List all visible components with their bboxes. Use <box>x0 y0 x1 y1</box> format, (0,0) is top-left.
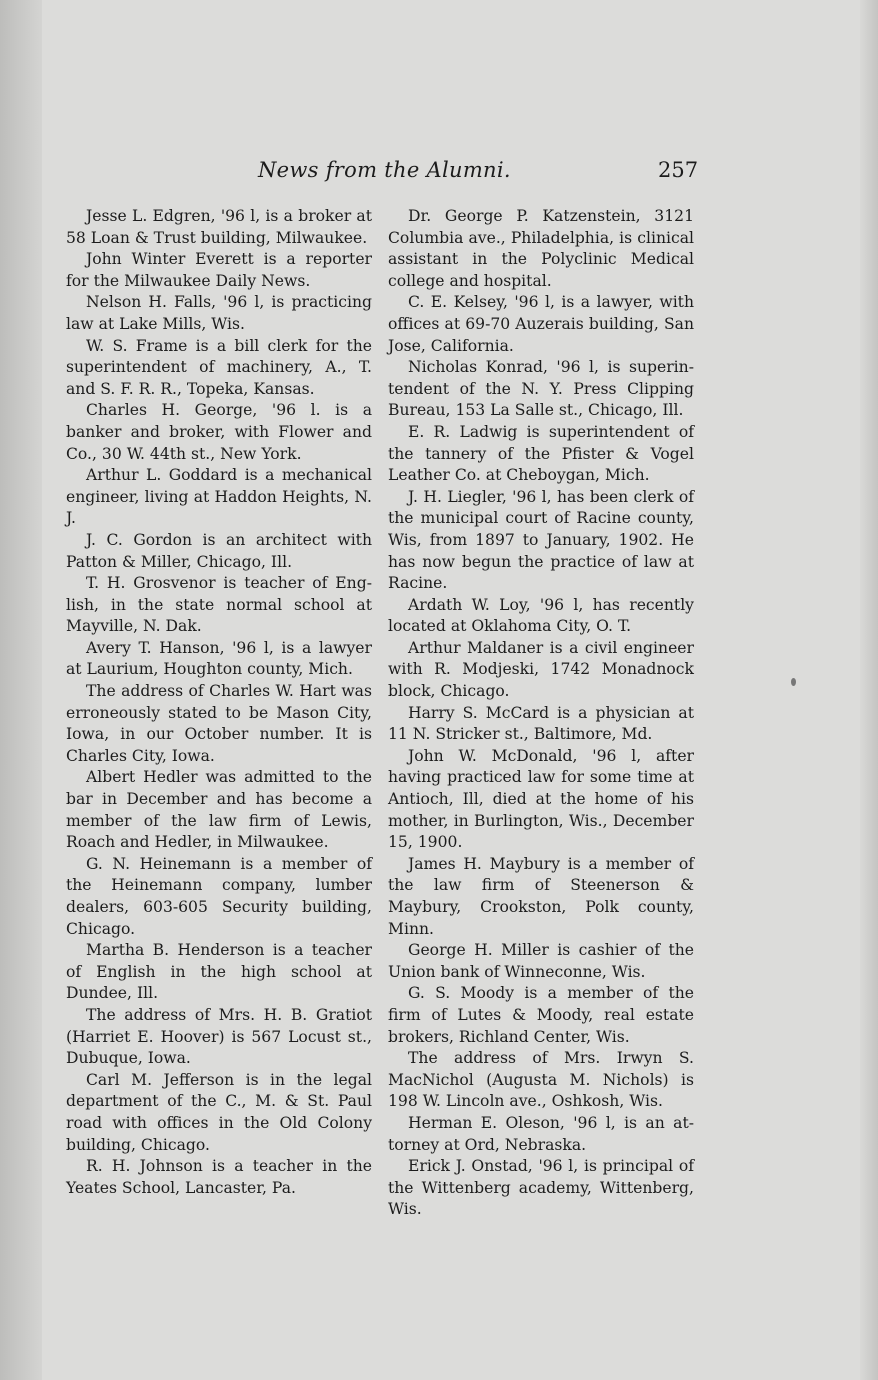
alumni-note: Nelson H. Falls, '96 l, is practicing law at Lake Mills, Wis. <box>66 293 372 333</box>
alumni-note: James H. Maybury is a member of the law firm of Steenerson & Maybury, Crookston, Polk county, Minn. <box>388 854 694 938</box>
alumni-note: J. H. Liegler, '96 l, has been clerk of the municipal court of Racine county, Wis, from 1897 to January, 1902. He has now begun the practice of law at Racine. <box>388 487 694 593</box>
alumni-note: Dr. George P. Katzenstein, 3121 Columbia ave., Philadelphia, is clinical assistant in the Polyclinic Medical college and hospital. <box>388 207 694 290</box>
alumni-note: Carl M. Jefferson is in the legal department of the C., M. & St. Paul road with offices in the Old Colony building, Chicago. <box>66 1070 372 1154</box>
alumni-note: W. S. Frame is a bill clerk for the superintendent of machinery, A., T. and S. F. R. R., Topeka, Kansas. <box>66 336 372 398</box>
running-title: News from the Alumni. <box>258 158 511 182</box>
alumni-note: Arthur L. Goddard is a mechanical engineer, living at Haddon Heights, N. J. <box>66 466 372 528</box>
alumni-note: Arthur Maldaner is a civil engineer with R. Modjeski, 1742 Monadnock block, Chicago. <box>388 638 694 701</box>
alumni-note: Jesse L. Edgren, '96 l, is a broker at 58 Loan & Trust building, Milwaukee. <box>66 207 372 247</box>
page-header <box>42 158 860 188</box>
alumni-note: Avery T. Hanson, '96 l, is a lawyer at Laurium, Houghton county, Mich. <box>66 638 372 679</box>
ink-speck <box>791 678 796 686</box>
alumni-note: The address of Charles W. Hart was erroneously stated to be Mason City, Iowa, in our October number. It is Charles City, Iowa. <box>66 682 372 765</box>
alumni-note: Herman E. Oleson, '96 l, is an attorney at Ord, Nebraska. <box>388 1113 694 1154</box>
alumni-note: John W. McDonald, '96 l, after having practiced law for some time at Antioch, Ill, died at the home of his mother, in Burlington, Wis., December 15, 1900. <box>388 746 694 852</box>
alumni-note: The address of Mrs. H. B. Gratiot (Harriet E. Hoover) is 567 Locust st., Dubuque, Iowa. <box>66 1005 372 1068</box>
scan-right-margin <box>860 0 878 1380</box>
alumni-note: The address of Mrs. Irwyn S. MacNichol (Augusta M. Nichols) is 198 W. Lincoln ave., Oshkosh, Wis. <box>388 1049 694 1111</box>
alumni-note: Ardath W. Loy, '96 l, has recently located at Oklahoma City, O. T. <box>388 595 694 636</box>
alumni-note: J. C. Gordon is an architect with Patton & Miller, Chicago, Ill. <box>66 530 372 571</box>
alumni-note: Charles H. George, '96 l. is a banker and broker, with Flower and Co., 30 W. 44th st., New York. <box>66 401 372 463</box>
scan-left-margin <box>0 0 42 1380</box>
left-column <box>66 206 372 1199</box>
alumni-note: John Winter Everett is a reporter for the Milwaukee Daily News. <box>66 250 372 290</box>
alumni-note: T. H. Grosvenor is teacher of English, in the state normal school at Mayville, N. Dak. <box>66 574 372 636</box>
alumni-note: G. N. Heinemann is a member of the Heinemann company, lumber dealers, 603-605 Security building, Chicago. <box>66 854 372 938</box>
alumni-note: C. E. Kelsey, '96 l, is a lawyer, with offices at 69-70 Auzerais building, San Jose, California. <box>388 293 694 355</box>
right-column <box>388 206 694 1221</box>
page-number: 257 <box>658 158 699 182</box>
alumni-note: G. S. Moody is a member of the firm of Lutes & Moody, real estate brokers, Richland Center, Wis. <box>388 984 694 1046</box>
alumni-note: Nicholas Konrad, '96 l, is superintendent of the N. Y. Press Clipping Bureau, 153 La Salle st., Chicago, Ill. <box>388 358 694 420</box>
alumni-note: George H. Miller is cashier of the Union bank of Winneconne, Wis. <box>388 941 694 981</box>
alumni-note: Martha B. Henderson is a teacher of English in the high school at Dundee, Ill. <box>66 941 372 1003</box>
alumni-note: Erick J. Onstad, '96 l, is principal of the Wittenberg academy, Wittenberg, Wis. <box>388 1157 694 1219</box>
alumni-note: Harry S. McCard is a physician at 11 N. Stricker st., Baltimore, Md. <box>388 703 694 744</box>
alumni-note: Albert Hedler was admitted to the bar in December and has become a member of the law firm of Lewis, Roach and Hedler, in Milwaukee. <box>66 768 372 852</box>
alumni-note: R. H. Johnson is a teacher in the Yeates School, Lancaster, Pa. <box>66 1157 372 1197</box>
book-page <box>42 0 860 1380</box>
alumni-note: E. R. Ladwig is superintendent of the tannery of the Pfister & Vogel Leather Co. at Cheboygan, Mich. <box>388 422 694 485</box>
